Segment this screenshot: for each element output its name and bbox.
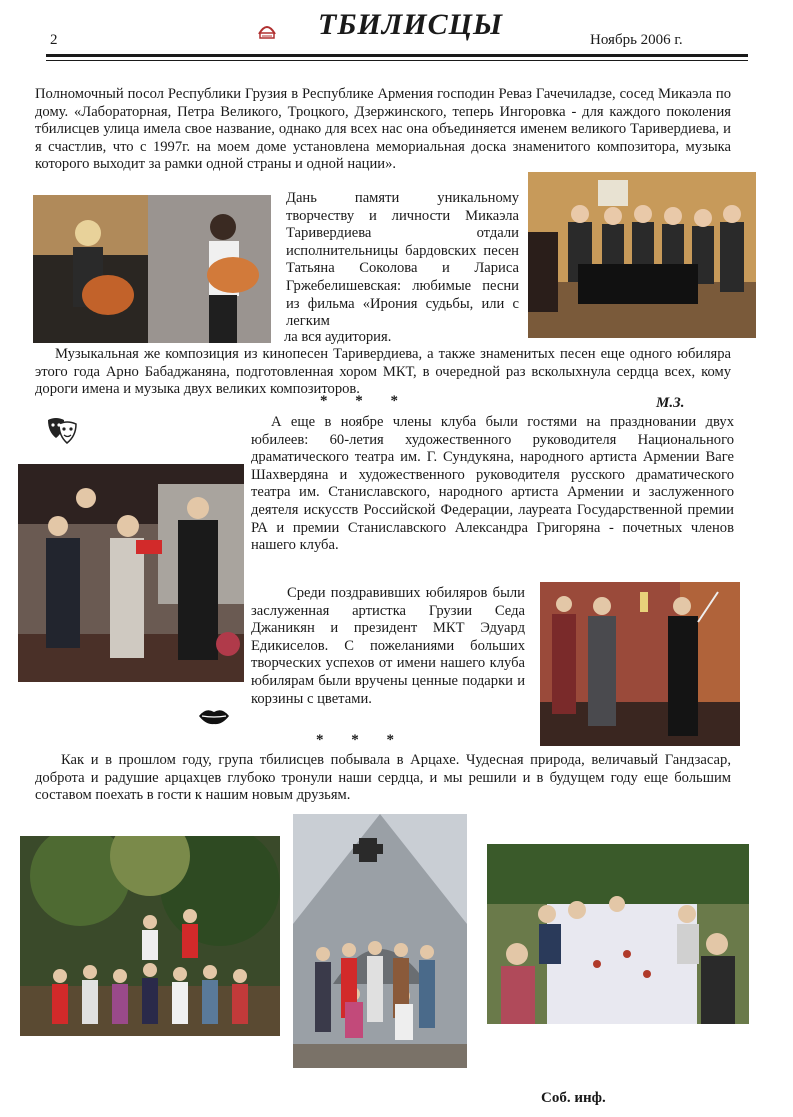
theatre-masks-icon bbox=[46, 416, 78, 446]
photo-group-forest bbox=[20, 836, 280, 1036]
separator-stars-2: * * * bbox=[316, 732, 406, 748]
photo-conductor bbox=[540, 582, 740, 746]
photo-gandzasar-church bbox=[293, 814, 467, 1068]
separator-stars: * * * bbox=[320, 393, 410, 409]
logo-icon bbox=[256, 20, 278, 40]
paragraph-choir: Музыкальная же композиция из кинопесен Таривердиева, а также знаменитых песен еще одного юбиляра этого года Арно Бабаджаняна, подготовленная хором МКТ, в очередной раз всколыхнула сердца всех, кому дороги имена и музыка двух великих композиторов. bbox=[35, 346, 731, 398]
paragraph-tariverdiev: Дань памяти уникальному творчеству и личности Микаэла Таривердиева отдали исполнительницы бардовских песен Татьяна Соколова и Лариса Гржебелишевская: любимые песни из фильма «Ирония судьбы, или с легким bbox=[286, 190, 519, 330]
header-rule-thin bbox=[46, 60, 748, 61]
paragraph-ambassador: Полномочный посол Республики Грузия в Республике Армения господин Реваз Гачечиладзе, сосед Микаэла по дому. «Лабораторная, Петра Великого, Троцкого, Дзержинского, теперь Ингоровка - для каждого поколения тбилисцев улица имела свое название, однако для всех нас она объединяется именем великого Таривердиева, и я счастлив, что с 1997г. на моем доме установлена мемориальная доска знаменитого композитора, музыка которого выходит за рамки одной страны и одной нации». bbox=[35, 86, 731, 173]
masthead: ТБИЛИСЦЫ bbox=[318, 8, 504, 41]
photo-guitarists bbox=[33, 195, 271, 343]
paragraph-artsakh: Как и в прошлом году, група тбилисцев побывала в Арцахе. Чудесная природа, величавый Гандзасар, доброта и радушие арцахцев глубоко тронули наши сердца, и мы решили и в будущем году еще большим составом поехать в гости к нашим новым друзьям. bbox=[35, 752, 731, 804]
photo-jubilee-stage bbox=[18, 464, 244, 682]
photo-choir-piano bbox=[528, 172, 756, 338]
page-number: 2 bbox=[50, 32, 58, 48]
issue-date: Ноябрь 2006 г. bbox=[590, 32, 683, 48]
header-rule bbox=[46, 54, 748, 57]
lips-icon bbox=[198, 706, 230, 726]
signature-source: Соб. инф. bbox=[541, 1090, 606, 1106]
paragraph-tariverdiev-end: ла вся аудитория. bbox=[284, 329, 392, 345]
paragraph-jubilees: А еще в ноябре члены клуба были гостями на праздновании двух юбилеев: 60-летия художественного руководителя Национального драматического театра им. Г. Сундукяна, народного артиста Армении Ваге Шахвердяна и художественного руководителя русского драматического театра им. Станиславского, народного артиста Армении и заслуженного деятеля искусств Российской Федерации, лауреата Государственной премии РА и премии Станиславского Александра Григоряна - почетных членов нашего клуба. bbox=[251, 414, 734, 554]
paragraph-congratulations: Среди поздравивших юбиляров были заслуженная артистка Грузии Седа Джаникян и президент МКТ Эдуард Едикиселов. С пожеланиями больших творческих успехов от имени нашего клуба юбилярам были вручены ценные подарки и корзины с цветами. bbox=[251, 585, 525, 707]
photo-feast-table bbox=[487, 844, 749, 1024]
signature-mz: М.З. bbox=[656, 395, 685, 411]
